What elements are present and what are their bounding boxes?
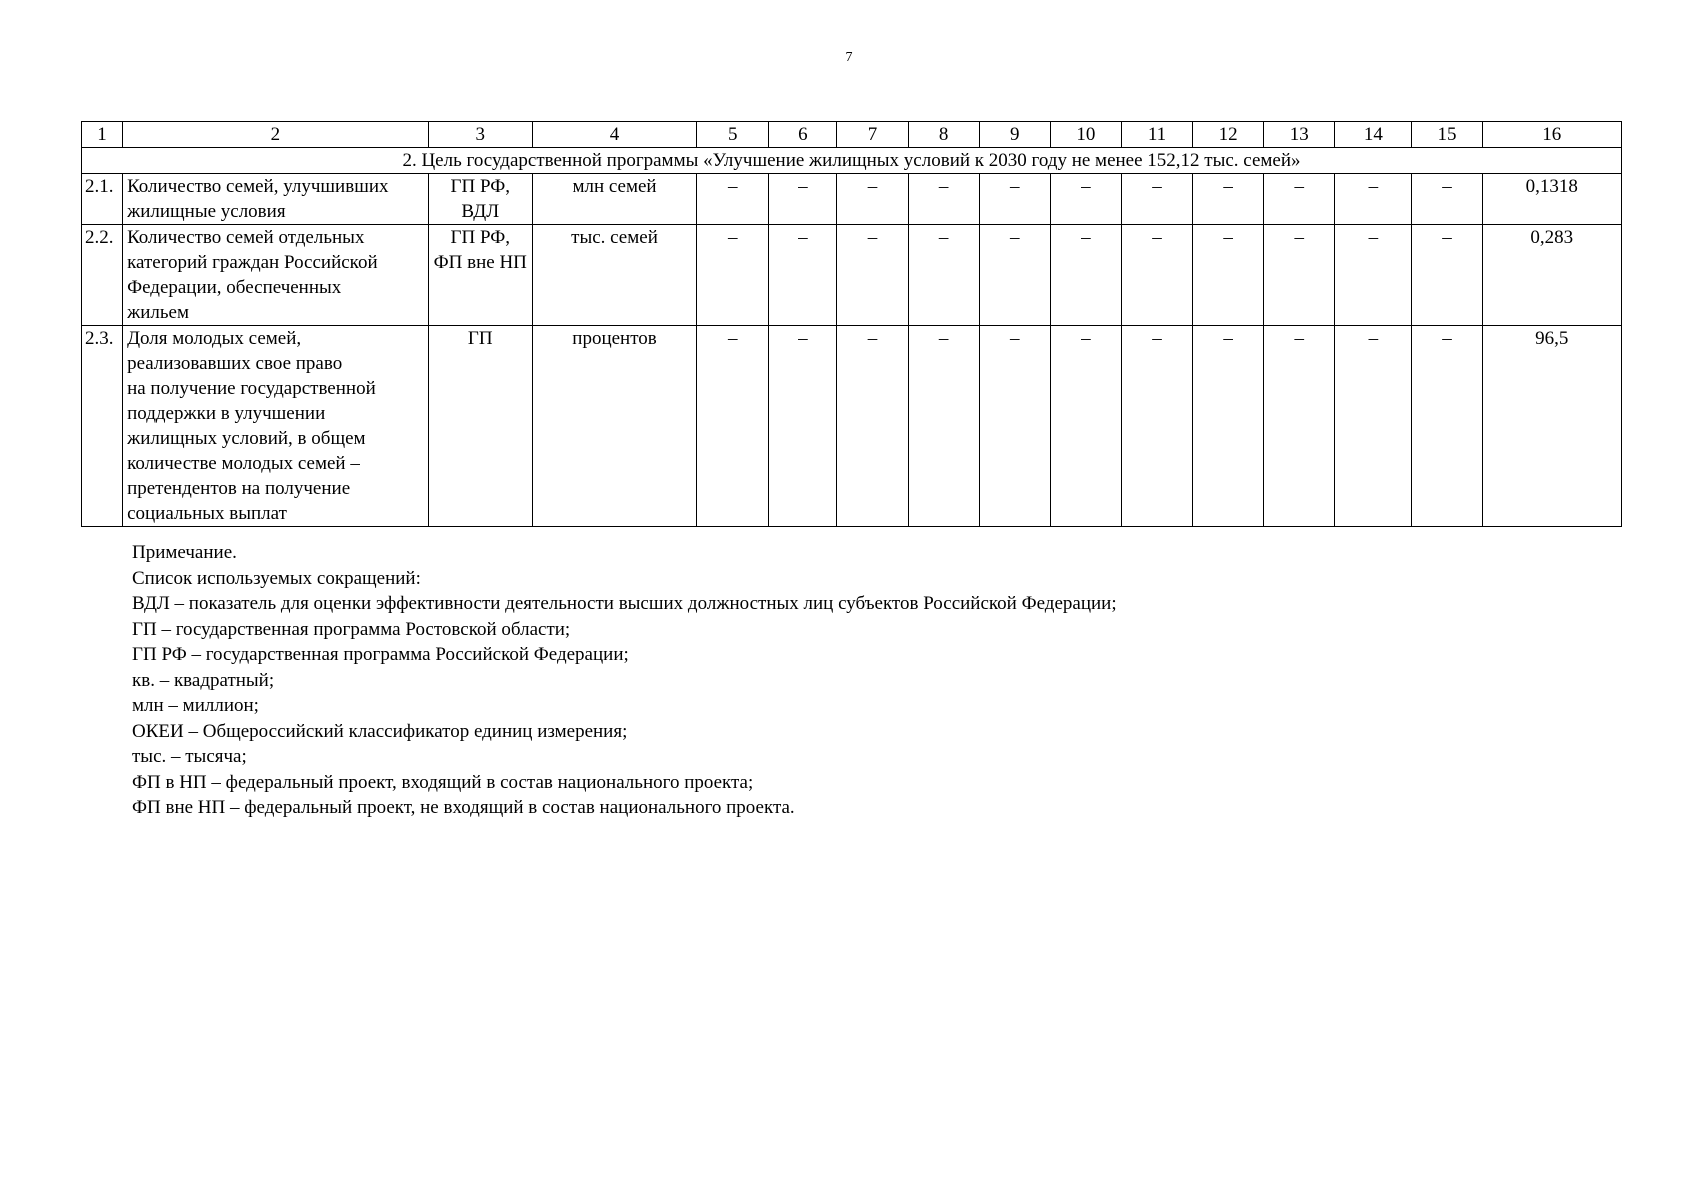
column-header: 12 <box>1193 122 1264 148</box>
value-cell: – <box>697 326 769 527</box>
column-header: 11 <box>1121 122 1192 148</box>
value-cell: – <box>979 174 1050 225</box>
indicator-name-line: Федерации, обеспеченных <box>127 277 342 298</box>
goal-title: 2. Цель государственной программы «Улучшение жилищных условий к 2030 году не менее 152,12 тыс. семей» <box>82 148 1622 174</box>
column-header: 16 <box>1482 122 1621 148</box>
value-cell: – <box>1264 225 1335 326</box>
indicator-name-line: поддержки в улучшении <box>127 403 326 424</box>
value-cell: – <box>1264 326 1335 527</box>
value-cell: – <box>908 326 979 527</box>
indicator-source-line: ГП РФ, <box>450 227 510 248</box>
column-header: 8 <box>908 122 979 148</box>
notes-section <box>132 540 1117 821</box>
value-cell: – <box>1193 326 1264 527</box>
note-line: тыс. – тысяча; <box>132 746 247 767</box>
indicator-name-line: жилищных условий, в общем <box>127 428 366 449</box>
indicator-name-line: Доля молодых семей, <box>127 328 302 349</box>
value-cell: – <box>769 174 837 225</box>
notes-title: Примечание. <box>132 542 237 563</box>
indicator-name-line: претендентов на получение <box>127 478 351 499</box>
value-cell: – <box>1121 225 1192 326</box>
column-header: 6 <box>769 122 837 148</box>
indicator-source-line: ФП вне НП <box>433 252 527 273</box>
note-line: ФП вне НП – федеральный проект, не входящий в состав национального проекта. <box>132 797 795 818</box>
value-cell: – <box>837 174 908 225</box>
column-header: 10 <box>1050 122 1121 148</box>
column-header: 14 <box>1335 122 1412 148</box>
column-header: 2 <box>123 122 429 148</box>
value-cell: – <box>1412 225 1482 326</box>
final-value-cell: 0,1318 <box>1482 174 1621 225</box>
unit-cell: тыс. семей <box>532 225 696 326</box>
column-header: 7 <box>837 122 908 148</box>
indicator-name-line: категорий граждан Российской <box>127 252 378 273</box>
value-cell: – <box>837 225 908 326</box>
indicator-source-line: ВДЛ <box>461 201 500 222</box>
indicator-name-line: реализовавших свое право <box>127 353 343 374</box>
row-number: 2.1. <box>82 174 123 225</box>
indicator-name-line: количестве молодых семей – <box>127 453 360 474</box>
column-header: 13 <box>1264 122 1335 148</box>
value-cell: – <box>1050 326 1121 527</box>
note-line: Список используемых сокращений: <box>132 567 421 589</box>
indicator-name-line: Количество семей, улучшивших <box>127 176 389 197</box>
indicator-name <box>123 326 429 527</box>
table-row <box>82 326 1622 527</box>
note-line: млн – миллион; <box>132 695 259 716</box>
value-cell: – <box>1193 225 1264 326</box>
value-cell: – <box>1121 174 1192 225</box>
value-cell: – <box>1121 326 1192 527</box>
indicator-name-line: на получение государственной <box>127 378 376 399</box>
value-cell: – <box>908 174 979 225</box>
indicator-name <box>123 174 429 225</box>
value-cell: – <box>769 326 837 527</box>
value-cell: – <box>697 225 769 326</box>
indicator-source-line: ГП РФ, <box>450 176 510 197</box>
indicator-source <box>428 174 532 225</box>
value-cell: – <box>697 174 769 225</box>
column-header: 15 <box>1412 122 1482 148</box>
note-line: ОКЕИ – Общероссийский классификатор единиц измерения; <box>132 720 628 742</box>
value-cell: – <box>1050 225 1121 326</box>
value-cell: – <box>1264 174 1335 225</box>
note-line: ФП в НП – федеральный проект, входящий в состав национального проекта; <box>132 771 754 793</box>
value-cell: – <box>1412 326 1482 527</box>
value-cell: – <box>1412 174 1482 225</box>
indicator-name-line: жилищные условия <box>127 201 286 222</box>
goal-row <box>82 148 1622 174</box>
column-header: 4 <box>532 122 696 148</box>
table-row <box>82 225 1622 326</box>
table-row <box>82 174 1622 225</box>
note-line: ВДЛ – показатель для оценки эффективности деятельности высших должностных лиц субъектов Российской Федерации; <box>132 593 1117 614</box>
unit-cell: млн семей <box>532 174 696 225</box>
value-cell: – <box>1335 225 1412 326</box>
final-value-cell: 96,5 <box>1482 326 1621 527</box>
indicator-name-line: социальных выплат <box>127 503 287 524</box>
column-header: 9 <box>979 122 1050 148</box>
note-line: ГП РФ – государственная программа Российской Федерации; <box>132 644 629 665</box>
indicators-table <box>81 121 1622 527</box>
row-number: 2.2. <box>82 225 123 326</box>
indicator-name-line: жильем <box>127 302 189 323</box>
column-header: 5 <box>697 122 769 148</box>
value-cell: – <box>1335 326 1412 527</box>
header-row <box>82 122 1622 148</box>
note-line: ГП – государственная программа Ростовской области; <box>132 618 571 640</box>
value-cell: – <box>979 326 1050 527</box>
final-value-cell: 0,283 <box>1482 225 1621 326</box>
indicator-source-line: ГП <box>467 328 493 349</box>
indicator-source <box>428 326 532 527</box>
value-cell: – <box>908 225 979 326</box>
page-number: 7 <box>845 50 853 65</box>
note-line: кв. – квадратный; <box>132 669 275 691</box>
value-cell: – <box>769 225 837 326</box>
value-cell: – <box>1050 174 1121 225</box>
value-cell: – <box>837 326 908 527</box>
row-number: 2.3. <box>82 326 123 527</box>
value-cell: – <box>979 225 1050 326</box>
indicator-source <box>428 225 532 326</box>
indicator-name-line: Количество семей отдельных <box>127 227 365 248</box>
value-cell: – <box>1335 174 1412 225</box>
value-cell: – <box>1193 174 1264 225</box>
unit-cell: процентов <box>532 326 696 527</box>
column-header: 1 <box>82 122 123 148</box>
column-header: 3 <box>428 122 532 148</box>
indicator-name <box>123 225 429 326</box>
